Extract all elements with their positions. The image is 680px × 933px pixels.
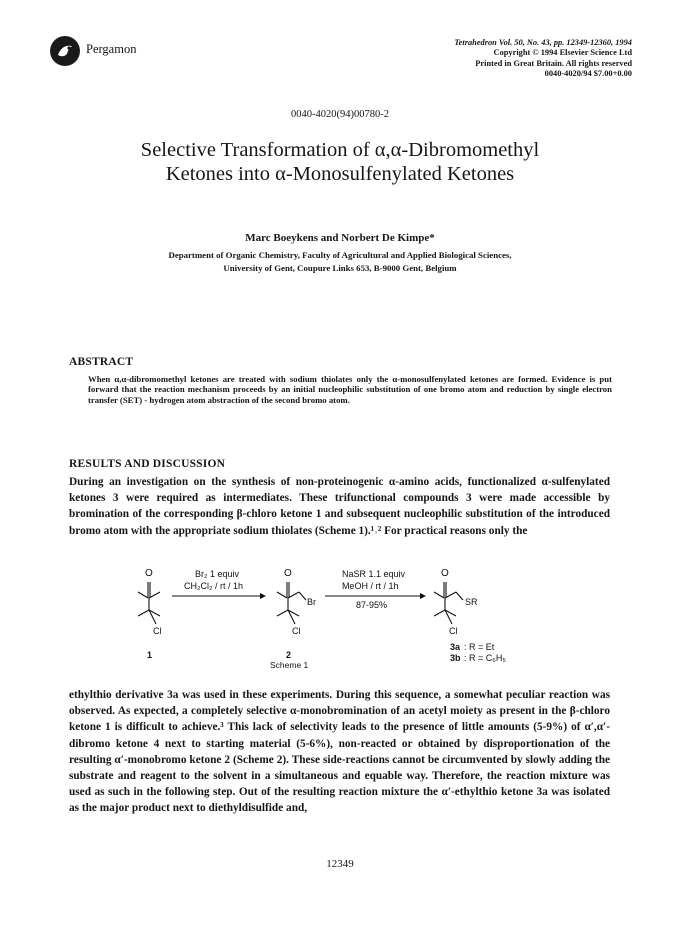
scheme-1-diagram (120, 560, 560, 670)
compound-2-bromine: Br (307, 597, 316, 607)
results-paragraph-2: ethylthio derivative 3a was used in these experiments. During this sequence, a somewhat peculiar reaction was observed. As expected, a completely selective α-monobromination of an acetyl moiety as present in the β-chloro ketone 1 is difficult to achieve.³ This lack of selectivity leads to the presence of little amounts (5-9%) of α′,α′-dibromo ketone 4 next to starting material (5-6%), non-reacted or obtained by disproportionation of the resulting α′-monobromo ketone 2 (Scheme 2). These side-reactions cannot be circumvented by slowly adding the substrate and reagent to the solvent in a simultaneous and equable way. Therefore, the reaction mixture was used as such in the following step. Out of the resulting reaction mixture the α′-ethylthio ketone 3a was isolated as the major product next to diethyldisulfide and, (69, 689, 610, 815)
compound-3-oxygen: O (441, 568, 449, 579)
abstract-heading: ABSTRACT (69, 356, 134, 368)
compound-2-chlorine: Cl (292, 626, 301, 636)
pergamon-logo-icon (50, 36, 80, 66)
reaction-arrow-2-head (420, 593, 426, 599)
issn-price: 0040-4020/94 $7.00+0.00 (544, 69, 632, 79)
compound-3b-definition: : R = C₆H₅ (464, 653, 507, 663)
compound-1-oxygen: O (145, 568, 153, 579)
results-heading: RESULTS AND DISCUSSION (69, 458, 226, 470)
abstract-text: When α,α-dibromomethyl ketones are treated with sodium thiolates only the α-monosulfenylated ketones are formed. Evidence is put forward that the reaction mechanism proceeds by an initial nucleophilic substitution of one bromo atom and reduction by single electron transfer (SET) - hydrogen atom abstraction of the second bromo atom. (88, 374, 612, 405)
affiliation-line-2: University of Gent, Coupure Links 653, B-9000 Gent, Belgium (223, 263, 457, 273)
article-title (80, 138, 600, 186)
authors: Marc Boeykens and Norbert De Kimpe* (245, 232, 435, 244)
copyright-line: Copyright © 1994 Elsevier Science Ltd (493, 48, 632, 58)
compound-3-structure (434, 582, 463, 624)
step2-yield: 87-95% (356, 600, 388, 610)
compound-3-chlorine: Cl (449, 626, 458, 636)
compound-2-label: 2 (286, 650, 292, 660)
publication-info (454, 38, 632, 80)
title-line-1: Selective Transformation of α,α-Dibromomethyl (140, 139, 540, 161)
page-number: 12349 (326, 858, 354, 870)
compound-3a-label: 3a (450, 642, 461, 652)
compound-2-structure (277, 582, 306, 624)
doi-code: 0040-4020(94)00780-2 (291, 109, 389, 120)
results-paragraph-1: During an investigation on the synthesis of non-proteinogenic α-amino acids, functionalized α-sulfenylated ketones 3 were required as intermediates. These trifunctional compounds 3 were made accessible by bromination of the corresponding β-chloro ketone 1 and subsequent nucleophilic substitution of the introduced bromo atom with the appropriate sodium thiolates (Scheme 1).¹˒² For practical reasons only the (69, 476, 610, 537)
scheme-caption: Scheme 1 (270, 660, 309, 670)
compound-2-oxygen: O (284, 568, 292, 579)
journal-citation: Tetrahedron Vol. 50, No. 43, pp. 12349-12360, 1994 (454, 38, 632, 47)
title-line-2: Ketones into α-Monosulfenylated Ketones (165, 163, 515, 185)
compound-1-chlorine: Cl (153, 626, 162, 636)
step1-conditions: CH₂Cl₂ / rt / 1h (184, 581, 243, 591)
step1-reagent: Br₂ 1 equiv (195, 569, 240, 579)
step2-conditions: MeOH / rt / 1h (342, 581, 399, 591)
compound-3a-definition: : R = Et (464, 642, 495, 652)
step2-reagent: NaSR 1.1 equiv (342, 569, 406, 579)
compound-1-structure (138, 582, 160, 624)
compound-3-thio-group: SR (465, 597, 478, 607)
compound-3b-label: 3b (450, 653, 461, 663)
printed-line: Printed in Great Britain. All rights reserved (475, 58, 632, 68)
affiliation-line-1: Department of Organic Chemistry, Faculty of Agricultural and Applied Biological Sciences, (168, 250, 512, 260)
affiliation (0, 249, 680, 275)
compound-1-label: 1 (147, 650, 153, 660)
reaction-arrow-1-head (260, 593, 266, 599)
publisher-name: Pergamon (86, 42, 137, 56)
